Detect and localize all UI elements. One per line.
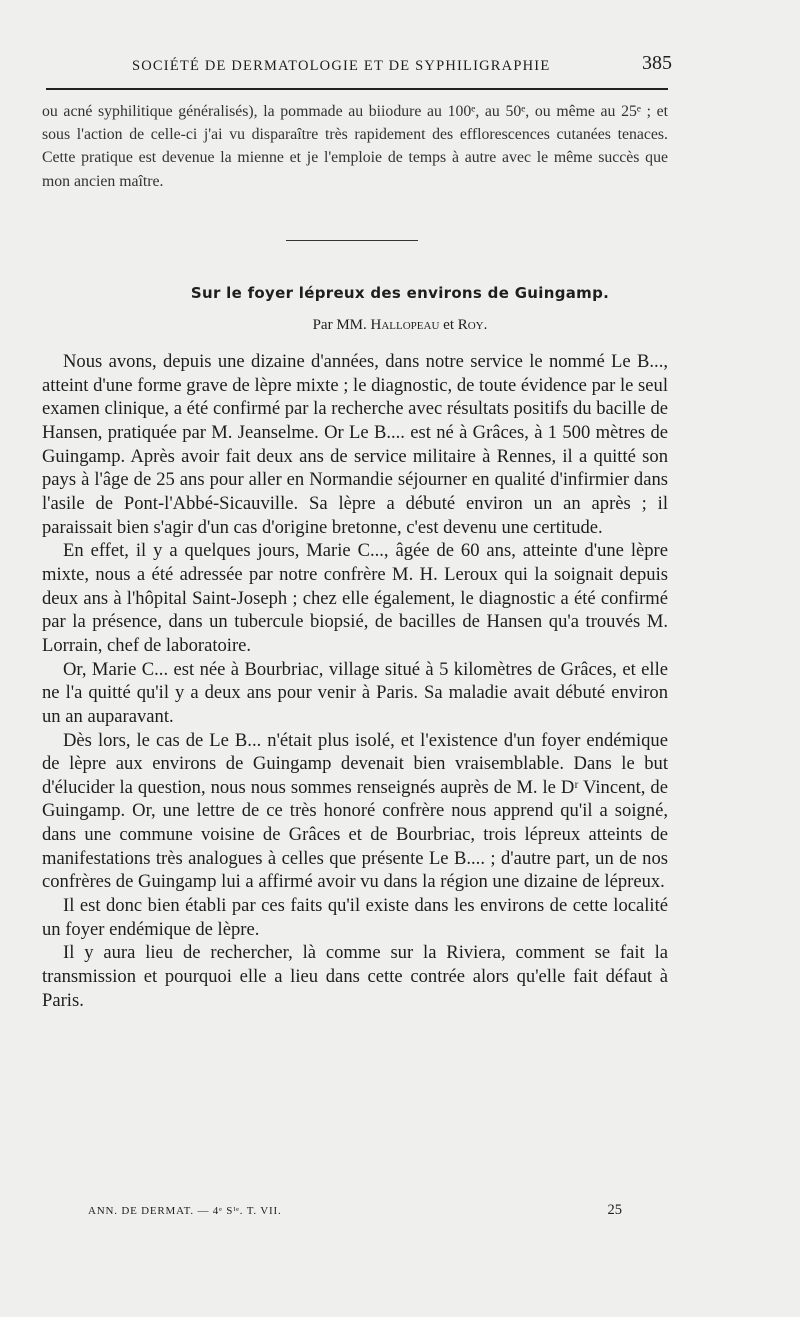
journal-signature: ANN. DE DERMAT. — 4ᵉ Sᴵᵉ. T. VII. (88, 1205, 282, 1217)
article-title: Sur le foyer lépreux des environs de Guingamp. (190, 284, 610, 302)
body-paragraph: Il est donc bien établi par ces faits qu'il existe dans les environs de cette localité un foyer endémique de lèpre. (42, 895, 668, 940)
section-separator (286, 240, 418, 241)
page-footer (42, 1202, 668, 1224)
body-paragraph: Or, Marie C... est née à Bourbriac, village situé à 5 kilomètres de Grâces, et elle ne l'a quitté qu'il y a deux ans pour venir à Paris. Sa maladie avait débuté environ un an auparavant. (42, 658, 668, 727)
previous-article-ending (42, 100, 668, 193)
body-paragraph: Il y aura lieu de rechercher, là comme sur la Riviera, comment se fait la transmission et pourquoi elle a lieu dans cette contrée alors qu'elle fait défaut à Paris. (42, 942, 668, 1011)
sheet-number: 25 (607, 1202, 622, 1218)
body-paragraph: Dès lors, le cas de Le B... n'était plus isolé, et l'existence d'un foyer endémique de lèpre aux environs de Guingamp devenait bien vraisemblable. Dans le but d'élucider la question, nous nous sommes renseignés auprès de M. le Dʳ Vincent, de Guingamp. Or, une lettre de ce très honoré confrère nous apprend qu'il a soigné, dans une commune voisine de Grâces et de Bourbriac, trois lépreux atteints de manifestations très analogues à celles que présente Le B.... ; d'autre part, un de nos confrères de Guingamp lui a affirmé avoir vu dans la région une dizaine de lépreux. (42, 729, 668, 893)
article-body (42, 350, 668, 1012)
intro-paragraph: ou acné syphilitique généralisés), la pommade au biiodure au 100ᵉ, au 50ᵉ, ou même au 25ᵉ ; et sous l'action de celle-ci j'ai vu disparaître très rapidement des efflorescences cutanées tenaces. Cette pratique est devenue la mienne et je l'emploie de temps à autre avec le même succès que mon ancien maître. (42, 103, 668, 190)
page-number: 385 (642, 52, 672, 74)
author-roy: Roy. (457, 317, 488, 333)
byline-joiner: et (443, 317, 454, 333)
header-rule (46, 88, 668, 90)
author-hallopeau: Hallopeau (370, 317, 440, 333)
running-head (46, 52, 672, 82)
running-title: SOCIÉTÉ DE DERMATOLOGIE ET DE SYPHILIGRAPHIE (132, 58, 551, 74)
byline (0, 317, 800, 334)
byline-prefix: Par MM. (312, 317, 367, 333)
body-paragraph: En effet, il y a quelques jours, Marie C..., âgée de 60 ans, atteinte d'une lèpre mixte, nous a été adressée par notre confrère M. H. Leroux qui la soignait depuis deux ans à l'hôpital Saint-Joseph ; chez elle également, le diagnostic a été confirmé par la présence, dans un tubercule biopsié, de bacilles de Hansen qu'a trouvés M. Lorrain, chef de laboratoire. (42, 540, 668, 656)
body-paragraph: Nous avons, depuis une dizaine d'années, dans notre service le nommé Le B..., atteint d'une forme grave de lèpre mixte ; le diagnostic, de toute évidence par le seul examen clinique, a été confirmé par la recherche avec résultats positifs du bacille de Hansen, pratiquée par M. Jeanselme. Or Le B.... est né à Grâces, à 1 500 mètres de Guingamp. Après avoir fait deux ans de service militaire à Rennes, il a quitté son pays à l'âge de 25 ans pour aller en Normandie séjourner en qualité d'infirmier dans l'asile de Pont-l'Abbé-Sicauville. Sa lèpre a débuté environ un an après ; il paraissait bien s'agir d'un cas d'origine bretonne, c'est devenu une certitude. (42, 351, 668, 538)
